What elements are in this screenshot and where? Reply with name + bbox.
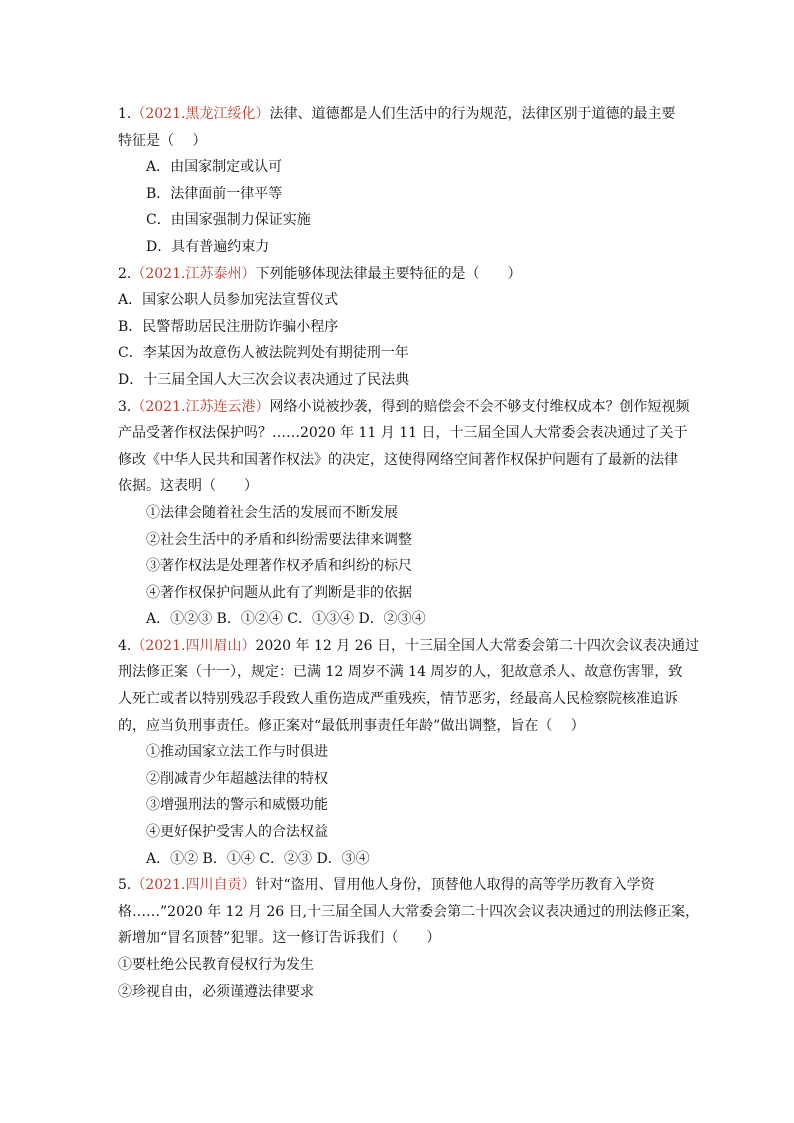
statement-2: ②社会生活中的矛盾和纠纷需要法律来调整 [146, 531, 412, 548]
statement-3: ③增强刑法的警示和威慑功能 [146, 797, 328, 814]
question-source: （2021.江苏泰州） [131, 265, 256, 282]
question-stem-text: 针对“盗用、冒用他人身份，顶替他人取得的高等学历教育入学资 [255, 877, 655, 894]
question-stem-line: 人死亡或者以特别残忍手段致人重伤造成严重残疾，情节恶劣，经最高人民检察院核准追诉 [118, 691, 678, 708]
question-source: （2021.江苏连云港） [131, 398, 270, 415]
question-source: （2021.黑龙江绥化） [131, 106, 270, 122]
question-source: （2021.四川眉山） [131, 637, 256, 654]
statement-3: ③著作权法是处理著作权矛盾和纠纷的标尺 [146, 558, 412, 575]
statement-4: ④更好保护受害人的合法权益 [146, 824, 328, 841]
question-source: （2021.四川自贡） [131, 877, 256, 894]
option-d: D．十三届全国人大三次会议表决通过了民法典 [118, 371, 410, 388]
option-a: A．国家公职人员参加宪法宣誓仪式 [118, 292, 339, 309]
question-number: 4. [118, 637, 132, 654]
question-stem-line: 修改《中华人民共和国著作权法》的决定，这使得网络空间著作权保护问题有了最新的法律 [118, 451, 678, 468]
option-c: C．由国家强制力保证实施 [146, 212, 311, 229]
question-stem-line [118, 872, 678, 899]
option-b: B．法律面前一律平等 [146, 185, 283, 202]
question-stem-line: 产品受著作权法保护吗？……2020 年 11 月 11 日，十三届全国人大常委会表决通过了关于 [118, 425, 688, 442]
option-a: A．由国家制定或认可 [146, 159, 283, 176]
question-number: 2. [118, 265, 132, 282]
question-stem-line: 新增加“冒名顶替”犯罪。这一修订告诉我们（ ） [118, 930, 441, 947]
statement-2: ②珍视自由，必须谨遵法律要求 [118, 983, 314, 1000]
question-stem-line [118, 261, 678, 288]
answer-options: A．①②③ B．①②④ C．①③④ D．②③④ [146, 611, 426, 628]
question-stem-line: 特征是（ ） [118, 132, 207, 149]
option-c: C．李某因为故意伤人被法院判处有期徒刑一年 [118, 345, 409, 362]
question-stem-line: 依据。这表明（ ） [118, 478, 258, 495]
statement-1: ①要杜绝公民教育侵权行为发生 [118, 957, 314, 973]
question-number: 1. [118, 106, 132, 122]
question-stem-line [118, 633, 699, 660]
question-stem-text: 网络小说被抄袭，得到的赔偿会不会不够支付维权成本？创作短视频 [269, 398, 690, 415]
question-1 [118, 101, 678, 261]
answer-options: A．①② B．①④ C．②③ D．③④ [146, 850, 370, 867]
statement-2: ②削减青少年超越法律的特权 [146, 770, 328, 787]
question-number: 3. [118, 398, 132, 415]
statement-4: ④著作权保护问题从此有了判断是非的依据 [146, 584, 412, 601]
question-list [118, 101, 700, 1005]
question-stem-line: 刑法修正案（十一），规定：已满 12 周岁不满 14 周岁的人，犯故意杀人、故意伤害罪，致 [118, 664, 683, 681]
question-stem-line [118, 101, 678, 128]
question-stem-text: 2020 年 12 月 26 日，十三届全国人大常委会第二十四次会议表决通过 [255, 637, 699, 654]
question-4 [118, 633, 699, 872]
statement-1: ①推动国家立法工作与时俱进 [146, 744, 328, 761]
statement-1: ①法律会随着社会生活的发展而不断发展 [146, 504, 398, 521]
option-d: D．具有普遍约束力 [146, 238, 270, 255]
question-stem-line [118, 394, 690, 421]
question-number: 5. [118, 877, 132, 894]
question-2 [118, 261, 678, 394]
question-3 [118, 394, 690, 633]
option-b: B．民警帮助居民注册防诈骗小程序 [118, 318, 339, 335]
question-5 [118, 872, 700, 1005]
question-stem-line: 格……”2020 年 12 月 26 日,十三届全国人大常委会第二十四次会议表决通过的刑法修正案， [118, 903, 700, 920]
question-stem-text: 下列能够体现法律最主要特征的是（ ） [255, 265, 522, 282]
question-stem-text: 法律、道德都是人们生活中的行为规范，法律区别于道德的最主要 [269, 106, 676, 122]
question-stem-line: 的，应当负刑事责任。修正案对“最低刑事责任年龄”做出调整，旨在（ ） [118, 717, 585, 734]
